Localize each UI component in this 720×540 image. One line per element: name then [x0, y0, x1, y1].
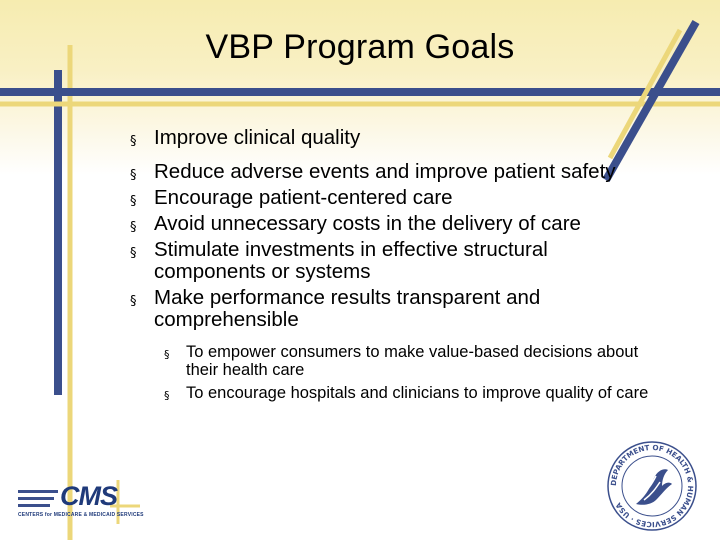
bullet-marker: § — [130, 220, 137, 235]
hhs-seal-icon — [606, 440, 698, 532]
sub-list-item — [164, 343, 650, 379]
hhs-ring-text: DEPARTMENT OF HEALTH & HUMAN SERVICES · USA — [608, 442, 696, 530]
list-item — [130, 187, 650, 209]
cms-logo-text: CMS — [60, 481, 117, 511]
slide-title: VBP Program Goals — [205, 28, 515, 66]
list-item-text: Avoid unnecessary costs in the delivery of care — [154, 212, 581, 235]
bullet-marker: § — [130, 194, 137, 209]
list-item — [130, 127, 650, 149]
bullet-marker: § — [130, 168, 137, 183]
list-item — [130, 287, 650, 402]
bullet-marker: § — [164, 389, 170, 402]
goal-list — [130, 127, 650, 407]
sub-list-item-text: To encourage hospitals and clinicians to improve quality of care — [186, 384, 649, 402]
list-item-text: Stimulate investments in effective structural components or systems — [154, 238, 548, 283]
list-item — [130, 161, 650, 183]
list-item-text: Encourage patient-centered care — [154, 186, 453, 209]
bullet-marker: § — [164, 348, 170, 361]
cms-logo-subtitle: CENTERS for MEDICARE & MEDICAID SERVICES — [18, 512, 144, 518]
list-item-text: Improve clinical quality — [154, 126, 361, 149]
list-item-text: Reduce adverse events and improve patient safety — [154, 160, 616, 183]
sub-list-item-text: To empower consumers to make value-based decisions about their health care — [186, 343, 639, 379]
list-item-text: Make performance results transparent and comprehensible — [154, 286, 541, 331]
sub-list-item — [164, 384, 650, 402]
bullet-marker: § — [130, 294, 137, 309]
sub-list — [164, 343, 650, 402]
bullet-marker: § — [130, 134, 137, 149]
list-item — [130, 213, 650, 235]
bullet-marker: § — [130, 246, 137, 261]
list-item — [130, 239, 650, 283]
